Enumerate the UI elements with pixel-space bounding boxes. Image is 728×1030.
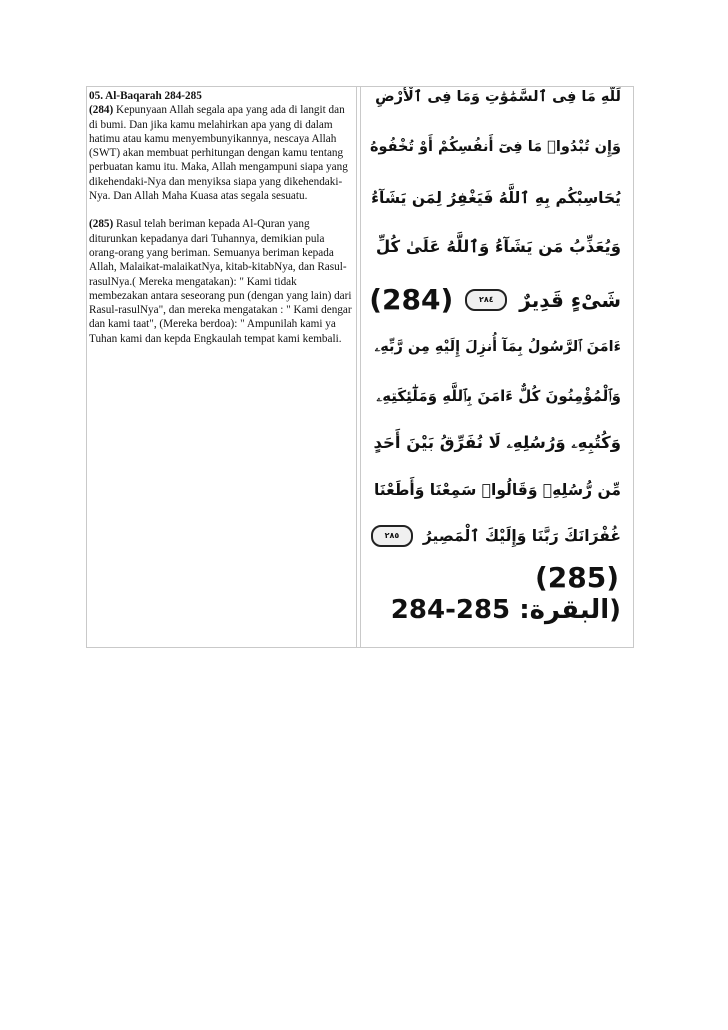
translation-284	[89, 103, 354, 203]
arabic-line-4: وَيُعَذِّبُ مَن يَشَآءُ وَٱللَّهُ عَلَىٰ كُلِّ	[375, 237, 621, 256]
arabic-line-1: لِّلَّهِ مَا فِى ٱلسَّمَٰوَٰتِ وَمَا فِى ٱلْأَرْضِ	[375, 89, 621, 105]
arabic-line-2: وَإِن تُبْدُوا۟ مَا فِىٓ أَنفُسِكُمْ أَوْ تُخْفُوهُ	[369, 139, 621, 155]
arabic-line-10	[371, 525, 621, 547]
surah-reference: (البقرة: 285-284	[390, 595, 621, 625]
paragraph-spacer	[89, 203, 354, 217]
translation-285-text: Rasul telah beriman kepada Al-Quran yang diturunkan kepadanya dari Tuhannya, demikian pula orang-orang yang beriman. Semuanya beriman kepada Allah, Malaikat-malaikatNya, kitab-kitabNya, dan Rasul-rasulNya.( Mereka mengatakan): " Kami tidak membezakan antara seseorang pun (dengan yang lain) dari Rasul-rasulNya", dan mereka mengatakan : " Kami dengar dan kami taat", (Mereka berdoa): " Ampunilah kami ya Tuhan kami dan kepda Engkaulah tempat kami kembali.	[89, 218, 352, 345]
ayah-marker-285: ٢٨٥	[371, 525, 413, 547]
arabic-line-5	[369, 283, 621, 316]
translation-284-text: Kepunyaan Allah segala apa yang ada di langit dan di bumi. Dan jika kamu melahirkan apa yang di dalam hatimu atau kamu menyembunyikannya, nescaya Allah (SWT) akan membuat perhitungan dengan kamu tentang perbuatan kamu itu. Maka, Allah mengampuni siapa yang dikehendaki-Nya dan menyiksa siapa yang dikehendaki-Nya. Dan Allah Maha Kuasa atas segala sesuatu.	[89, 104, 348, 203]
translation-cell	[87, 87, 357, 647]
verse-number-284-arabic: (284)	[369, 283, 454, 316]
verse-table	[86, 86, 634, 648]
arabic-line-8: وَكُتُبِهِۦ وَرُسُلِهِۦ لَا نُفَرِّقُ بَيْنَ أَحَدٍ	[373, 433, 621, 452]
ayah-marker-284: ٢٨٤	[465, 289, 507, 311]
arabic-line-6: ءَامَنَ ٱلرَّسُولُ بِمَآ أُنزِلَ إِلَيْهِ مِن رَّبِّهِۦ	[374, 339, 621, 355]
verse-number-285-arabic: (285)	[534, 561, 619, 594]
arabic-line-3: يُحَاسِبْكُم بِهِ ٱللَّهُ فَيَغْفِرُ لِمَن يَشَآءُ	[371, 189, 621, 207]
verse-number-284: (284)	[89, 104, 114, 117]
translation-285	[89, 217, 354, 346]
arabic-line-9: مِّن رُّسُلِهِۦ وَقَالُوا۟ سَمِعْنَا وَأَطَعْنَا	[373, 481, 621, 499]
arabic-line-10-text: غُفْرَانَكَ رَبَّنَا وَإِلَيْكَ ٱلْمَصِيرُ	[422, 527, 621, 545]
arabic-cell	[360, 87, 633, 647]
arabic-line-7: وَٱلْمُؤْمِنُونَ كُلٌّ ءَامَنَ بِٱللَّهِ وَمَلَٰٓئِكَتِهِۦ	[376, 387, 621, 405]
section-heading: 05. Al-Baqarah 284-285	[89, 90, 202, 102]
arabic-line-5-text: شَىْءٍ قَدِيرٌ	[519, 287, 621, 312]
verse-number-285: (285)	[89, 218, 114, 231]
